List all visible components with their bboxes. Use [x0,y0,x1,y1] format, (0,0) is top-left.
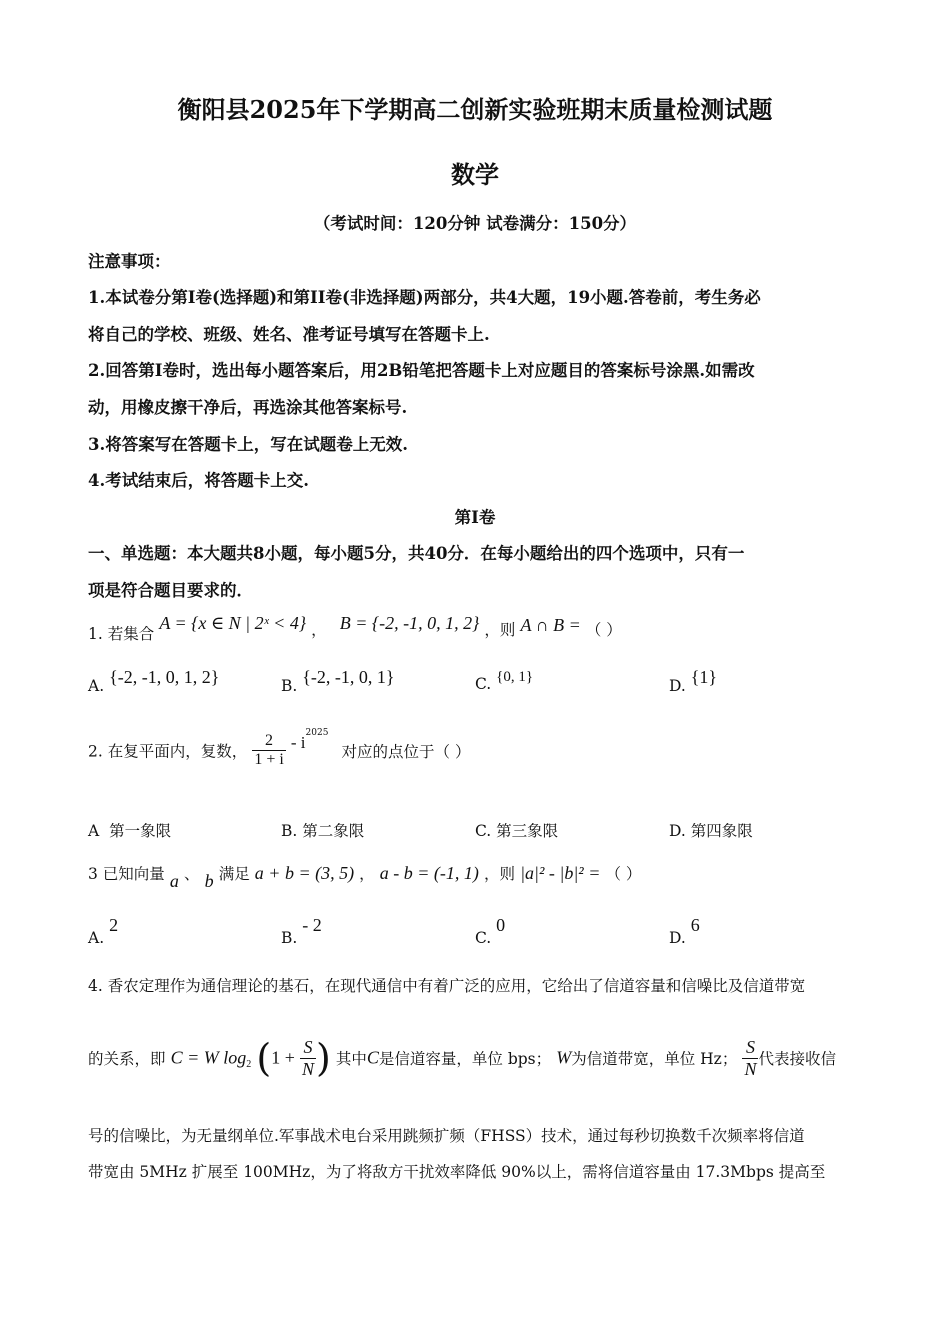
right-paren: ) [315,1036,331,1080]
q4-line-1: 4. 香农定理作为通信理论的基石，在现代通信中有着广泛的应用，它给出了信道容量和信噪比及信道带宽 [88,977,806,995]
option-value: 0 [496,915,506,935]
option-value: {-2, -1, 0, 1, 2} [109,667,220,687]
q2-option-a [88,819,171,841]
page-title: 衡阳县2025年下学期高二创新实验班期末质量检测试题 [177,95,773,124]
q1-answer-paren: （ ） [585,621,622,639]
option-label: B. [281,822,298,840]
q2-exponent: 2025 [305,727,329,738]
fraction-numerator: S [742,1037,758,1059]
q1-comma: ， [311,621,327,639]
option-label: C. [475,822,492,840]
q1-option-b [281,667,395,696]
notice-item-1-line-2: 将自己的学校、班级、姓名、准考证号填写在答题卡上. [88,325,490,344]
q4-formula-left: C = W log [170,1047,247,1068]
notice-item-2-line-2: 动，用橡皮擦干净后，再选涂其他答案标号. [88,398,408,417]
option-label: D. [669,929,686,947]
q4-mid-2: 是信道容量，单位 bps； [378,1050,552,1068]
q2-prefix: 2. 在复平面内，复数， [88,742,248,761]
q1-option-a [88,667,220,696]
option-value: 第二象限 [302,822,365,840]
q4-line-4: 带宽由 5MHz 扩展至 100MHz，为了将敌方干扰效率降低 90%以上，需将信道容量由 17.3Mbps 提高至 [88,1163,826,1181]
exam-info: （考试时间：120分钟 试卷满分：150分） [313,214,637,233]
q1-option-c [475,669,534,694]
q1-set-b: B = {-2, -1, 0, 1, 2} [339,613,480,633]
q4-mid-4: 代表接收信 [758,1050,836,1068]
q2-option-d [669,819,753,841]
option-value: {-2, -1, 0, 1} [302,667,395,687]
q3-option-a [88,915,119,947]
option-label: A [88,822,100,840]
option-label: A. [88,929,105,947]
option-value: 第三象限 [496,822,559,840]
notice-item-2-line-1: 2.回答第I卷时，选出每小题答案后，用2B铅笔把答题卡上对应题目的答案标号涂黑.如需改 [88,361,755,380]
option-value: 第四象限 [690,822,753,840]
fraction-denominator: N [744,1058,757,1079]
q3-option-c [475,915,506,947]
fraction-denominator: 1 + i [254,751,284,768]
q2-option-c [475,819,558,841]
q3-separator: 、 [183,865,200,883]
q4-line-2 [88,1036,836,1092]
q4-mid-3: 为信道带宽，单位 Hz； [571,1050,738,1068]
notice-item-1-line-1: 1.本试卷分第I卷(选择题)和第II卷(非选择题)两部分，共4大题，19小题.答卷前，考生务必 [88,288,761,307]
option-label: D. [669,677,686,695]
option-value: 2 [109,915,119,935]
option-label: C. [475,675,492,693]
left-paren: ( [256,1036,272,1080]
q3-answer-paren: （ ） [605,865,642,883]
volume-heading: 第I卷 [454,508,496,527]
part-1-instructions-line-1: 一、单选题：本大题共8小题，每小题5分，共40分．在每小题给出的四个选项中，只有一 [88,544,745,563]
part-1-instructions-line-2: 项是符合题目要求的． [88,581,253,600]
q3-then: ，则 [484,865,516,883]
q3-equation-2: a - b = (-1, 1) [379,863,479,883]
question-2 [88,727,471,782]
option-value: {1} [690,667,718,687]
q4-snr-fraction [742,1037,758,1080]
q4-formula-subscript: 2 [246,1058,252,1070]
fraction-numerator: 2 [252,732,285,751]
q4-formula-one: 1 + [271,1047,295,1068]
notice-heading: 注意事项： [88,252,171,271]
option-label: B. [281,677,298,695]
q3-vector-b: b [204,871,214,891]
q4-fraction [300,1037,316,1080]
option-label: C. [475,929,492,947]
q1-option-d [669,667,718,696]
option-label: A. [88,677,105,695]
q2-suffix: 对应的点位于（ ） [341,742,471,761]
question-1 [88,613,622,658]
q3-expression: |a|² - |b|² = [520,863,601,883]
subject-title: 数学 [451,160,499,189]
option-value: {0, 1} [496,669,534,685]
q3-equation-1: a + b = (3, 5) [254,863,355,883]
q2-option-b [281,819,364,841]
q3-option-b [281,915,322,947]
q2-fraction [252,732,285,769]
q3-comma: ， [359,865,375,883]
q3-vector-a: a [169,871,179,891]
option-value: 6 [690,915,700,935]
q3-option-d [669,915,700,947]
q1-expression: A ∩ B = [520,615,581,635]
q1-then: ，则 [484,621,516,639]
q4-var-c: C [366,1047,379,1068]
fraction-denominator: N [301,1058,314,1079]
q4-line-3: 号的信噪比，为无量纲单位.军事战术电台采用跳频扩频（FHSS）技术，通过每秒切换数千次频率将信道 [88,1127,805,1145]
option-label: B. [281,929,298,947]
q4-var-w: W [556,1047,572,1068]
q1-set-a: A = {x ∈ N | 2ˣ < 4} [159,613,307,633]
notice-item-4: 4.考试结束后，将答题卡上交. [88,471,309,490]
q2-tail: - i [290,732,306,752]
q1-prefix: 1. 若集合 [88,625,155,643]
q4-pre: 的关系，即 [88,1050,166,1068]
q3-prefix: 3 已知向量 [88,865,165,883]
option-label: D. [669,822,686,840]
notice-item-3: 3.将答案写在答题卡上，写在试题卷上无效. [88,435,408,454]
option-value: - 2 [302,915,322,935]
question-3 [88,862,641,894]
fraction-numerator: S [300,1037,316,1059]
option-value: 第一象限 [109,822,172,840]
q4-mid-1: 其中 [335,1050,367,1068]
q3-satisfy: 满足 [218,865,250,883]
